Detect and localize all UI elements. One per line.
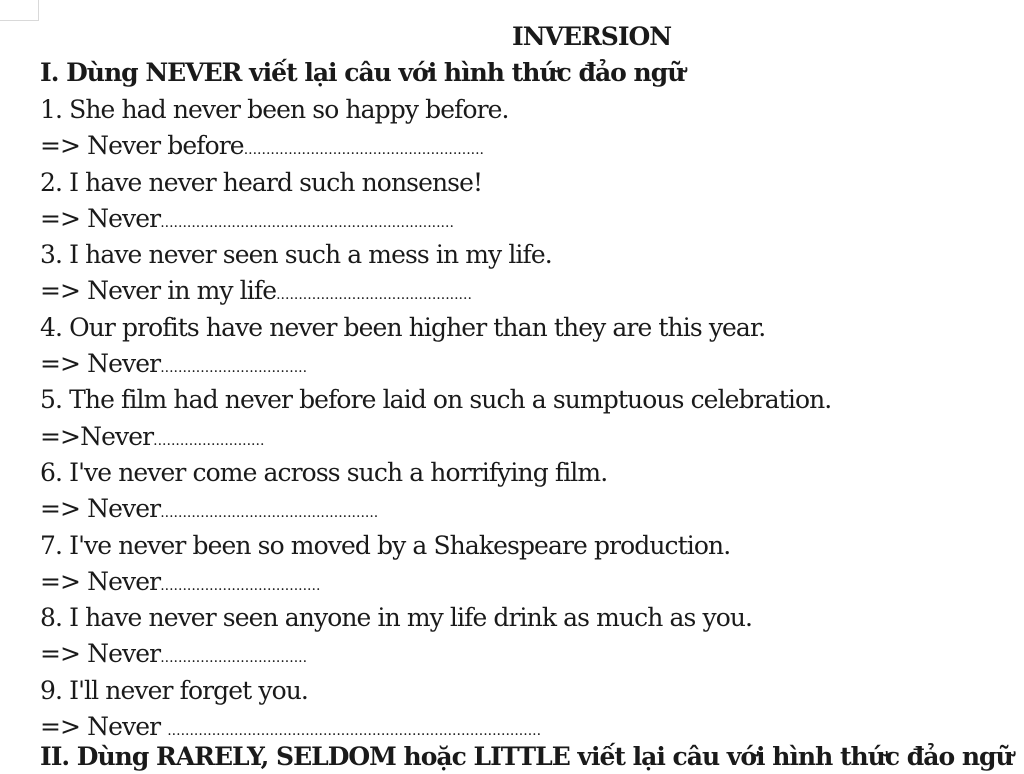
answer-blank: ............................................	[276, 287, 472, 304]
page-title: INVERSION	[512, 22, 672, 51]
answer-prefix: => Never before	[40, 131, 244, 161]
answer-prefix: => Never	[40, 494, 161, 524]
section-heading-1: I. Dùng NEVER viết lại câu với hình thức đảo ngữ	[40, 58, 685, 87]
section-heading-2: II. Dùng RARELY, SELDOM hoặc LITTLE viết lại câu với hình thức đảo ngữ	[40, 742, 1013, 771]
answer-line	[40, 564, 1000, 600]
answer-blank: ....................................	[160, 577, 321, 594]
page-corner-mark	[0, 0, 39, 21]
answer-prefix: => Never	[40, 639, 161, 669]
answer-line	[40, 346, 1000, 382]
answer-blank: .................................	[160, 360, 308, 377]
answer-prefix: => Never in my life	[40, 276, 277, 306]
exercise-sentence: 4. Our profits have never been higher than they are this year.	[40, 312, 766, 342]
exercise-sentence: 3. I have never seen such a mess in my life.	[40, 240, 552, 270]
answer-prefix: => Never	[40, 349, 161, 379]
answer-blank: ....................................................................................	[167, 723, 542, 740]
answer-line	[40, 201, 1000, 237]
exercise-sentence: 7. I've never been so moved by a Shakespeare production.	[40, 530, 731, 560]
answer-line	[40, 419, 1000, 455]
answer-line	[40, 273, 1000, 309]
exercise-sentence: 8. I have never seen anyone in my life drink as much as you.	[40, 603, 753, 633]
answer-blank: ......................................................	[243, 142, 484, 159]
exercise-sentence: 1. She had never been so happy before.	[40, 95, 509, 124]
answer-line	[40, 636, 1000, 672]
exercise-sentence: 5. The film had never before laid on such a sumptuous celebration.	[40, 385, 832, 415]
answer-blank: .........................	[153, 432, 265, 449]
exercise-sentence: 9. I'll never forget you.	[40, 675, 308, 705]
answer-prefix: => Never	[40, 203, 161, 233]
answer-line	[40, 128, 1000, 164]
exercise-list	[40, 92, 1000, 745]
exercise-sentence: 2. I have never heard such nonsense!	[40, 167, 483, 197]
exercise-sentence: 6. I've never come across such a horrifying film.	[40, 457, 608, 487]
answer-prefix: => Never	[40, 566, 161, 596]
answer-line	[40, 491, 1000, 527]
answer-blank: .................................	[160, 650, 308, 667]
answer-blank: ..................................................................	[160, 214, 454, 231]
answer-blank: .................................................	[160, 505, 379, 522]
answer-prefix: =>Never	[40, 421, 154, 451]
answer-prefix: => Never	[40, 712, 168, 742]
